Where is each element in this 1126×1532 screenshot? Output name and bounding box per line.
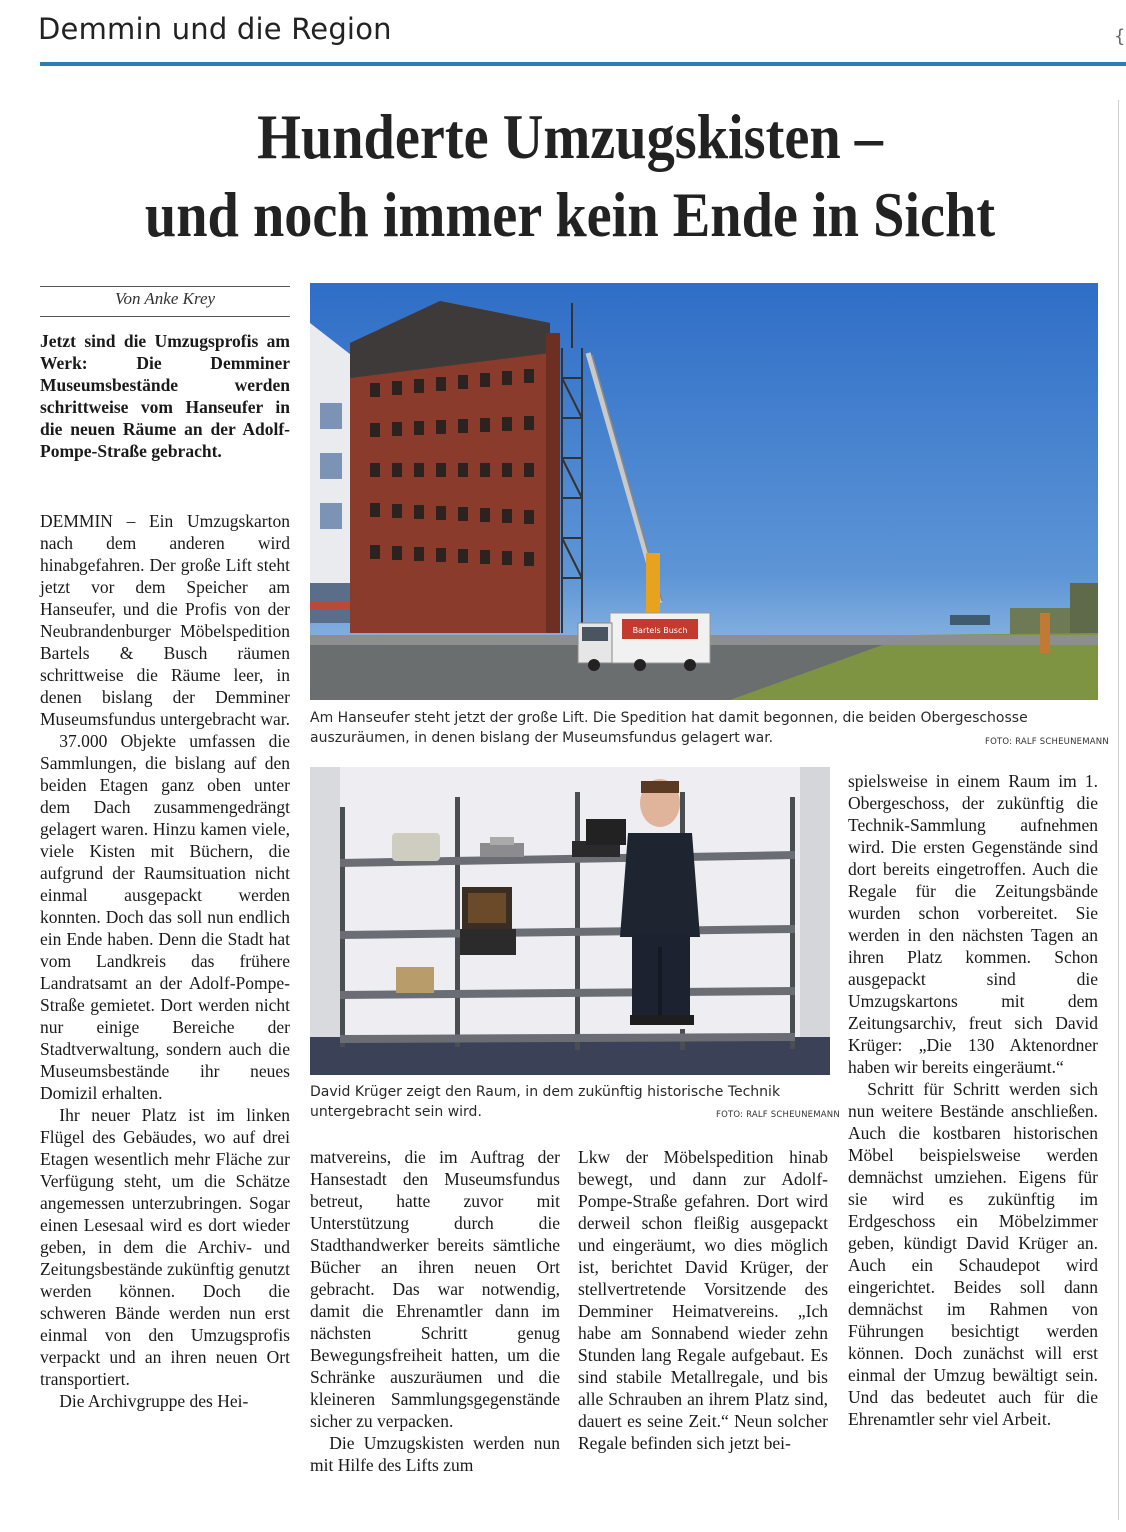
column-rule — [1118, 100, 1119, 1520]
paragraph: Schritt für Schritt werden sich nun weitere Bestände anschließen. Auch die kostbaren historischen Möbel beispielsweise werden demnächst umziehen. Eigens für sie wird es zukünftig im Erdgeschoss ein Möbelzimmer geben, kündigt David Krüger an. Auch ein Schaudepot wird eingerichtet. Beides soll dann demnächst im Rahmen von Führungen besichtigt werden können. Doch zunächst will erst einmal der Umzug bewältigt sein. Und das bedeutet auch für die Ehrenamtler sehr viel Arbeit. — [848, 1079, 1098, 1429]
paragraph: Ihr neuer Platz ist im linken Flügel des Gebäudes, wo auf drei Etagen wesentlich mehr Fläche zur Verfügung steht, um die Schätze angemessen unterzubringen. Sogar einen Lesesaal wird es dort wieder geben, in dem die Archiv- und Zeitungsbestände zukünftig genutzt werden können. Doch die schweren Bände werden nun erst einmal von den Umzugsprofis verpackt und an ihren neuen Ort transportiert. — [40, 1105, 290, 1389]
paragraph: Die Umzugskisten werden nun mit Hilfe des Lifts zum — [310, 1433, 560, 1475]
photo-credit-2: FOTO: RALF SCHEUNEMANN — [716, 1110, 840, 1120]
headline — [104, 98, 1037, 254]
byline-rule-bottom — [40, 316, 290, 317]
photo-room-shelves — [310, 767, 830, 1075]
photo-credit-1: FOTO: RALF SCHEUNEMANN — [985, 737, 1109, 747]
photo-caption-2: David Krüger zeigt den Raum, in dem zukünftig historische Technik untergebracht sein wird. — [310, 1084, 781, 1120]
section-title: Demmin und die Region — [38, 12, 392, 46]
text-column-4 — [848, 770, 1098, 1430]
paragraph: matvereins, die im Auftrag der Hansestadt den Museumsfundus betreut, hatte zuvor mit Unterstützung durch die Stadthandwerker bereits sämtliche Bücher an ihren neuen Ort gebracht. Das war notwendig, damit die Ehrenamtler dann im nächsten Schritt genug Bewegungsfreiheit hatten, um die Schränke auszuräumen und die kleineren Sammlungsgegenstände sicher zu verpacken. — [310, 1147, 560, 1431]
lead-paragraph: Jetzt sind die Umzugsprofis am Werk: Die Demminer Museumsbestände werden schrittweise vom Hanseufer in die neuen Räume an der Adolf-Pompe-Straße gebracht. — [40, 331, 290, 461]
section-rule — [40, 62, 1126, 66]
paragraph: Lkw der Möbelspedition hinab bewegt, und dann zur Adolf-Pompe-Straße gefahren. Dort wird derweil schon fleißig ausgepackt und eingeräumt, wo dies möglich ist, berichtet David Krüger, der stellvertretende Vorsitzende des Demminer Heimatvereins. „Ich habe am Sonnabend wieder zehn Stunden lang Regale aufgebaut. Es sind stabile Metallregale, und bis alle Schrauben an ihrem Platz sind, dauert es seine Zeit.“ Neun solcher Regale befinden sich jetzt bei- — [578, 1147, 828, 1453]
headline-line-1: Hunderte Umzugskisten – — [257, 101, 883, 172]
text-column-3 — [578, 1146, 828, 1454]
paragraph: spielsweise in einem Raum im 1. Obergeschoss, der zukünftig die Technik-Sammlung aufnehmen wird. Die ersten Gegenstände sind dort bereits eingetroffen. Auch die Regale für die Zeitungsbände wurden schon vorbereitet. Sie werden in den nächsten Tagen an ihren Platz kommen. Schon ausgepackt sind die Umzugskartons mit dem Zeitungsarchiv, freut sich David Krüger: „Die 130 Aktenordner haben wir bereits eingeräumt.“ — [848, 771, 1098, 1077]
paragraph: Die Archivgruppe des Hei- — [59, 1391, 249, 1411]
photo-warehouse-lift — [310, 283, 1098, 700]
photo-caption-1: Am Hanseufer steht jetzt der große Lift. Die Spedition hat damit begonnen, die beiden Obergeschosse auszuräumen, in denen bislang der Museumsfundus gelagert war. — [310, 710, 1028, 746]
text-column-2 — [310, 1146, 560, 1476]
paragraph: 37.000 Objekte umfassen die Sammlungen, die bislang auf den beiden Etagen ganz oben unter dem Dach zusammengedrängt gelagert waren. Hinzu kamen viele, viele Kisten mit Büchern, die aufgrund der Raumsituation nicht einmal ausgepackt werden konnten. Doch das soll nun endlich ein Ende haben. Denn die Stadt hat vom Landkreis das frühere Landratsamt an der Adolf-Pompe-Straße gemietet. Dort werden nicht nur einige Bereiche der Stadtverwaltung, sondern auch die Museumsbestände ihr neues Domizil erhalten. — [40, 731, 290, 1103]
corner-mark: { — [1114, 26, 1126, 47]
text-column-1 — [40, 510, 290, 1412]
byline: Von Anke Krey — [114, 289, 216, 308]
truck-label: Bartels Busch — [632, 626, 688, 635]
headline-line-2: und noch immer kein Ende in Sicht — [144, 179, 996, 251]
byline-rule-top — [40, 286, 290, 287]
paragraph: DEMMIN – Ein Umzugskarton nach dem anderen wird hinabgefahren. Der große Lift steht jetzt vor dem Speicher am Hanseufer, und die Profis von der Neubrandenburger Möbelspedition Bartels & Busch räumen schrittweise die Räume leer, in denen bislang der Demminer Museumsfundus untergebracht war. — [40, 511, 290, 729]
